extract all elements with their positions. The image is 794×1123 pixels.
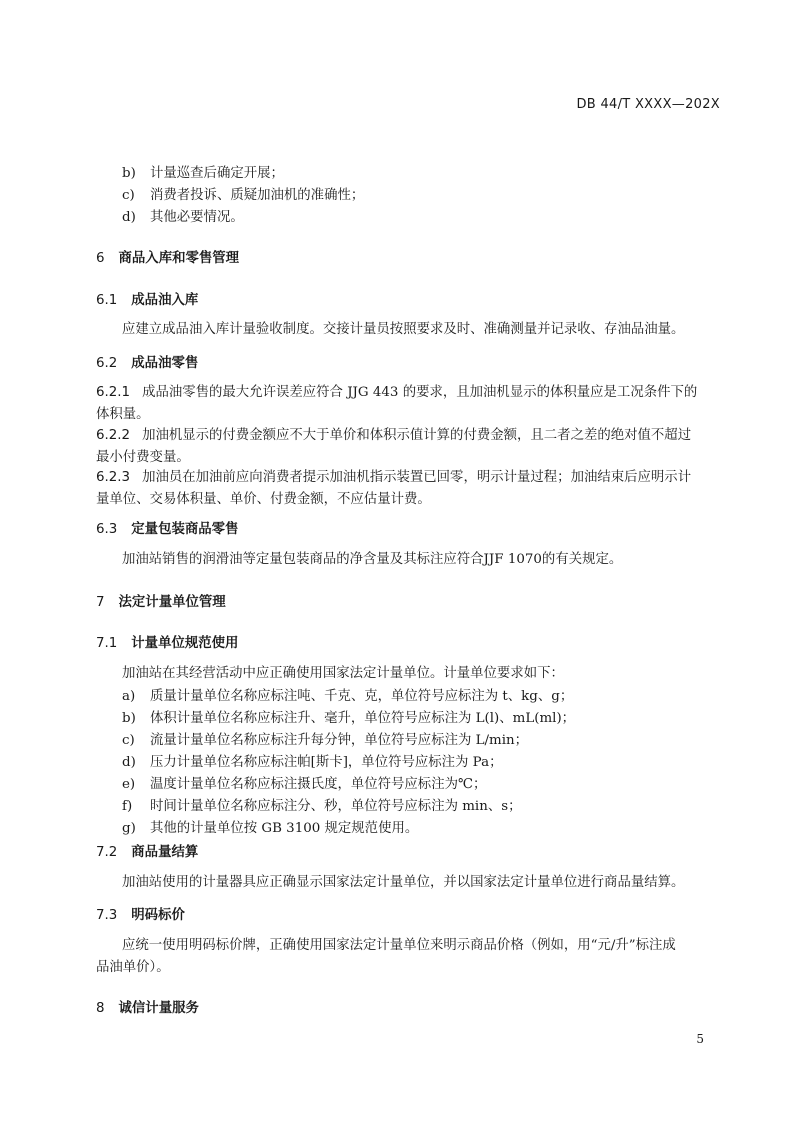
list-item-label: d) (122, 755, 136, 770)
subsection-heading (96, 289, 198, 308)
paragraph: 应建立成品油入库计量验收制度。交接计量员按照要求及时、准确测量并记录收、存油品油量。 (122, 322, 685, 337)
section-number: 6.1 (96, 293, 118, 308)
list-item-label: a) (122, 689, 136, 704)
section-number: 8 (96, 1001, 105, 1016)
clause-text: 加油员在加油前应向消费者提示加油机指示装置已回零，明示计量过程；加油结束后应明示计 (142, 470, 692, 485)
clause-continuation: 最小付费变量。 (96, 450, 190, 465)
list-item-text: 其他必要情况。 (150, 210, 244, 225)
list-item-label: e) (122, 777, 136, 792)
section-number: 6.2 (96, 356, 118, 371)
section-title: 法定计量单位管理 (118, 595, 226, 610)
clause-continuation: 体积量。 (96, 407, 150, 422)
list-item (122, 817, 418, 836)
list-item (122, 751, 502, 770)
clause-number: 6.2.2 (96, 428, 131, 443)
paragraph: 加油站销售的润滑油等定量包装商品的净含量及其标注应符合JJF 1070的有关规定。 (122, 552, 623, 567)
list-item-label: g) (122, 821, 136, 836)
clause-text: 成品油零售的最大允许误差应符合 JJG 443 的要求，且加油机显示的体积量应是工况条件下的 (142, 385, 698, 400)
subsection-heading (96, 352, 198, 371)
section-number: 7 (96, 595, 105, 610)
section-heading (96, 591, 226, 610)
list-item (122, 685, 573, 704)
list-item (122, 707, 575, 726)
section-number: 7.3 (96, 908, 118, 923)
subsection-heading (96, 904, 185, 923)
section-number: 6.3 (96, 522, 118, 537)
section-heading (96, 247, 239, 266)
paragraph-continuation: 品油单价）。 (96, 960, 170, 975)
section-number: 7.1 (96, 636, 118, 651)
section-heading (96, 997, 199, 1016)
list-item-text: 流量计量单位名称应标注升每分钟，单位符号应标注为 L/min； (150, 733, 529, 748)
clause (96, 466, 691, 485)
clause (96, 381, 697, 400)
section-number: 6 (96, 251, 105, 266)
list-item-label: b) (122, 711, 136, 726)
list-item (122, 162, 284, 181)
list-item-text: 计量巡查后确定开展； (150, 166, 284, 181)
section-number: 7.2 (96, 845, 118, 860)
section-title: 成品油零售 (131, 356, 199, 371)
list-item-text: 其他的计量单位按 GB 3100 规定规范使用。 (150, 821, 419, 836)
list-item (122, 795, 522, 814)
section-title: 商品量结算 (131, 845, 199, 860)
paragraph: 应统一使用明码标价牌，正确使用国家法定计量单位来明示商品价格（例如，用“元/升”标注成 (122, 938, 676, 953)
list-item-label: f) (122, 799, 133, 814)
list-item-label: d) (122, 210, 136, 225)
section-title: 成品油入库 (131, 293, 199, 308)
list-item-text: 温度计量单位名称应标注摄氏度，单位符号应标注为℃； (150, 777, 487, 792)
clause-text: 加油机显示的付费金额应不大于单价和体积示值计算的付费金额，且二者之差的绝对值不超过 (142, 428, 692, 443)
section-title: 定量包装商品零售 (131, 522, 239, 537)
page-number: 5 (696, 1032, 704, 1046)
subsection-heading (96, 632, 238, 651)
list-item (122, 184, 364, 203)
paragraph: 加油站在其经营活动中应正确使用国家法定计量单位。计量单位要求如下： (122, 666, 564, 681)
clause-number: 6.2.1 (96, 385, 131, 400)
paragraph: 加油站使用的计量器具应正确显示国家法定计量单位，并以国家法定计量单位进行商品量结算。 (122, 875, 685, 890)
section-title: 计量单位规范使用 (131, 636, 239, 651)
list-item-text: 时间计量单位名称应标注分、秒，单位符号应标注为 min、s； (150, 799, 522, 814)
list-item-text: 体积计量单位名称应标注升、毫升，单位符号应标注为 L(l)、mL(ml)； (150, 711, 576, 726)
list-item (122, 206, 244, 225)
list-item-text: 质量计量单位名称应标注吨、千克、克，单位符号应标注为 t、kg、g； (150, 689, 574, 704)
list-item (122, 773, 486, 792)
list-item-label: c) (122, 733, 135, 748)
subsection-heading (96, 841, 198, 860)
section-title: 明码标价 (131, 908, 185, 923)
section-title: 诚信计量服务 (118, 1001, 199, 1016)
list-item-label: c) (122, 188, 135, 203)
list-item (122, 729, 528, 748)
section-title: 商品入库和零售管理 (118, 251, 240, 266)
clause-continuation: 量单位、交易体积量、单价、付费金额，不应估量计费。 (96, 492, 431, 507)
subsection-heading (96, 518, 238, 537)
clause (96, 424, 691, 443)
list-item-label: b) (122, 166, 136, 181)
document-header-id: DB 44/T XXXX—202X (576, 97, 720, 112)
list-item-text: 消费者投诉、质疑加油机的准确性； (150, 188, 365, 203)
clause-number: 6.2.3 (96, 470, 131, 485)
list-item-text: 压力计量单位名称应标注帕[斯卡]，单位符号应标注为 Pa； (150, 755, 503, 770)
